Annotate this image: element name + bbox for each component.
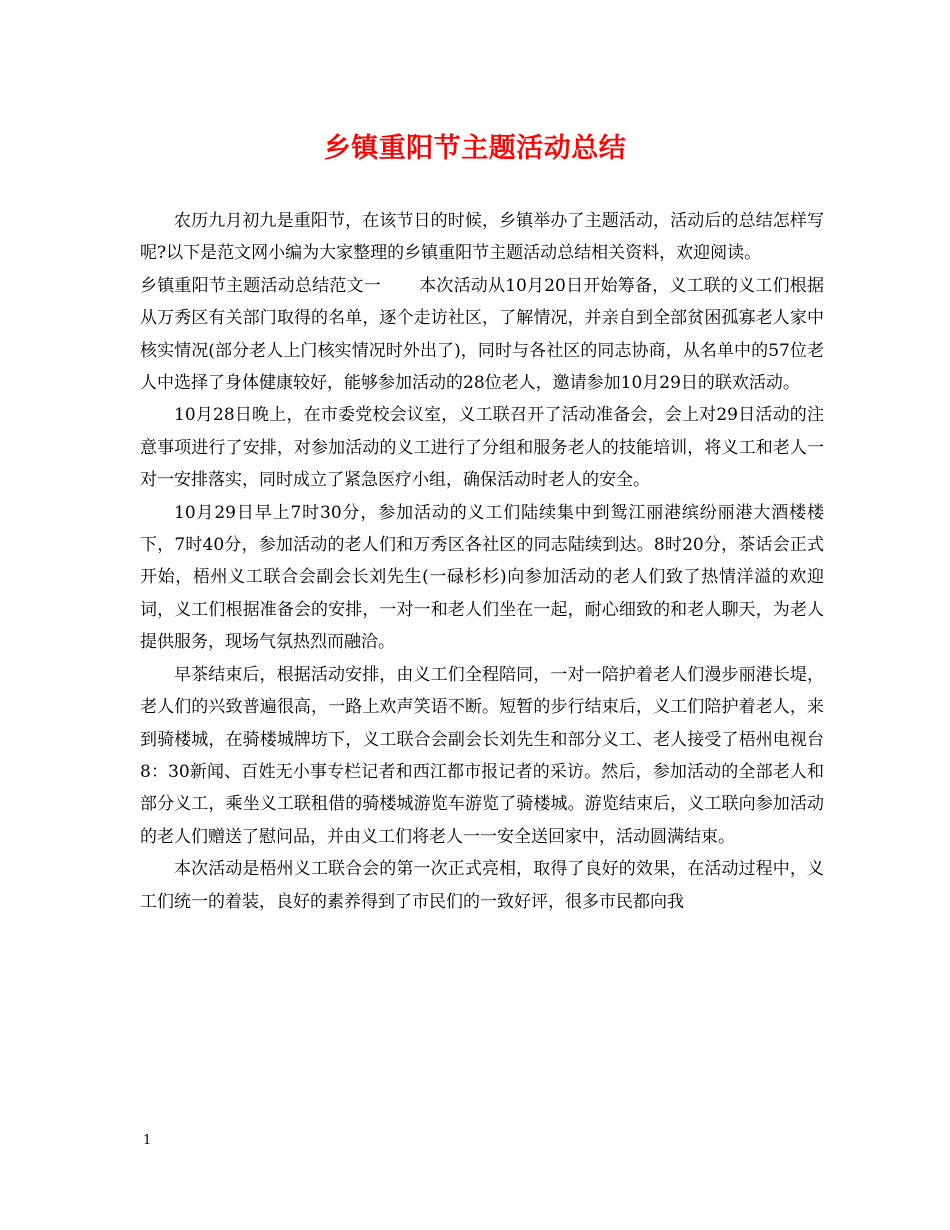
sample-paragraph-1: [140, 270, 824, 400]
paragraph-3: 10月29日早上7时30分，参加活动的义工们陆续集中到鸳江丽港缤纷丽港大酒楼楼下，7时40分，参加活动的老人们和万秀区各社区的同志陆续到达。8时20分，茶话会正式开始，梧州义工联合会副会长刘先生(一碌杉杉)向参加活动的老人们致了热情洋溢的欢迎词，义工们根据准备会的安排，一对一和老人们坐在一起，耐心细致的和老人聊天，为老人提供服务，现场气氛热烈而融洽。: [140, 502, 824, 653]
paragraph-2: 10月28日晚上，在市委党校会议室，义工联召开了活动准备会，会上对29日活动的注意事项进行了安排，对参加活动的义工进行了分组和服务老人的技能培训，将义工和老人一对一安排落实，同时成立了紧急医疗小组，确保活动时老人的安全。: [140, 405, 824, 491]
page-number: 1: [143, 1133, 152, 1148]
paragraph-4: 早茶结束后，根据活动安排，由义工们全程陪同，一对一陪护着老人们漫步丽港长堤，老人们的兴致普遍很高，一路上欢声笑语不断。短暂的步行结束后，义工们陪护着老人，来到骑楼城，在骑楼城牌坊下，义工联合会副会长刘先生和部分义工、老人接受了梧州电视台8：30新闻、百姓无小事专栏记者和西江都市报记者的采访。然后，参加活动的全部老人和部分义工，乘坐义工联租借的骑楼城游览车游览了骑楼城。游览结束后，义工联向参加活动的老人们赠送了慰问品，并由义工们将老人一一安全送回家中，活动圆满结束。: [140, 664, 824, 847]
paragraph-1-text: 本次活动从10月20日开始筹备，义工联的义工们根据从万秀区有关部门取得的名单，逐个走访社区，了解情况，并亲自到全部贫困孤寡老人家中核实情况(部分老人上门核实情况时外出了)，同时与各社区的同志协商，从名单中的57位老人中选择了身体健康较好，能够参加活动的28位老人，邀请参加10月29日的联欢活动。: [140, 275, 825, 394]
document-body: [140, 205, 824, 918]
paragraph-5: 本次活动是梧州义工联合会的第一次正式亮相，取得了良好的效果，在活动过程中，义工们统一的着装，良好的素养得到了市民们的一致好评，很多市民都向我: [140, 859, 824, 912]
intro-paragraph: 农历九月初九是重阳节，在该节日的时候，乡镇举办了主题活动，活动后的总结怎样写呢?以下是范文网小编为大家整理的乡镇重阳节主题活动总结相关资料，欢迎阅读。: [140, 211, 824, 264]
sample-heading: 乡镇重阳节主题活动总结范文一: [140, 275, 381, 296]
document-title: 乡镇重阳节主题活动总结: [323, 133, 627, 164]
